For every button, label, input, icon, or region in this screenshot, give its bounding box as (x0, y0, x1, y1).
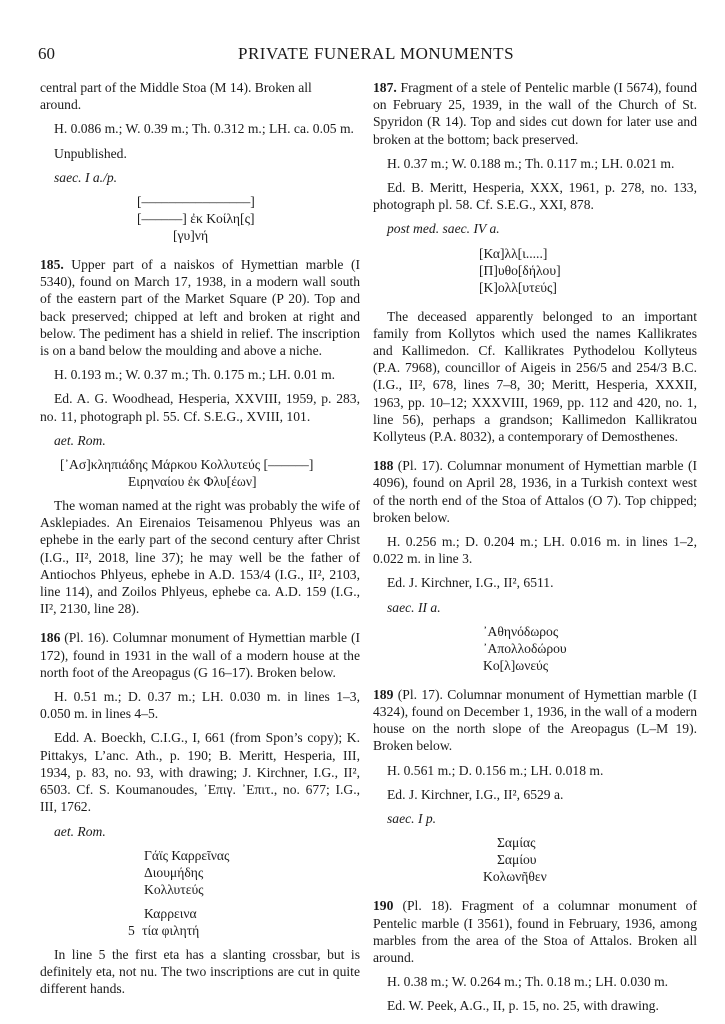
intro-line-1: central part of the Middle Stoa (M 14). Broken all (40, 80, 312, 95)
edition: Ed. J. Kirchner, I.G., II², 6511. (387, 575, 554, 591)
inscription-line: Κο[λ]ωνεύς (483, 657, 549, 673)
entry-number: 185. (40, 257, 64, 273)
intro-line-2: around. (40, 97, 82, 113)
commentary: In line 5 the first eta has a slanting crossbar, but is definitely eta, not nu. The two inscriptions are cut in quite different hands. (40, 946, 360, 997)
dimensions: H. 0.086 m.; W. 0.39 m.; Th. 0.312 m.; LH. ca. 0.05 m. (54, 121, 354, 137)
page-number: 60 (38, 44, 55, 63)
entry-description: (Pl. 17). Columnar monument of Hymettian marble (I 4324), found on December 1, 1936, in the wall of a modern house on the north slope of the Areopagus (L–M 19). Broken below. (373, 686, 697, 754)
entry-description: (Pl. 17). Columnar monument of Hymettian marble (I 4096), found on April 28, 1936, in a Turkish context west of the north end of the Stoa of Attalos (O 7). Top chipped; broken below. (373, 458, 697, 525)
edition: Ed. W. Peek, A.G., II, p. 15, no. 25, with drawing. (387, 998, 659, 1014)
inscription-line: ᾿Απολλοδώρου (483, 640, 567, 656)
right-column (373, 79, 697, 1015)
commentary: The woman named at the right was probably the wife of Asklepiades. An Eirenaios Teisamenou Phlyeus was an ephebe in the early part of the second century after Christ (I.G., II², 2018, line 37); he may well be the father of Antiochos Phlyeus, ephebe in A.D. 153/4 (I.G., II², 2103, line 114), and Zoilos Phlyeus, ephebe ca. A.D. 159 (I.G., II², 2130, line 28). (40, 498, 360, 617)
edition: Ed. B. Meritt, Hesperia, XXX, 1961, p. 278, no. 133, photograph pl. 58. Cf. S.E.G., XXI, 878. (373, 180, 697, 213)
dimensions: H. 0.561 m.; D. 0.156 m.; LH. 0.018 m. (387, 762, 604, 778)
entry-description: Upper part of a naiskos of Hymettian marble (I 5340), found on March 17, 1938, in a modern wall south of the eastern part of the Market Square (P 20). Top and back preserved; chipped at left and broken at right and below. The pediment has a shield in relief. The inscription is on a band below the moulding and above a niche. (40, 257, 360, 359)
inscription-line: Διουμήδης (144, 864, 204, 880)
inscription-line: [᾿Ασ]κληπιάδης Μάρκου Κολλυτεύς [––––––] (60, 457, 314, 473)
entry-number: 190 (373, 898, 394, 914)
inscription-line: Κολλυτεύς (144, 881, 204, 897)
inscription-line: [Π]υθο[δήλου] (479, 262, 561, 278)
edition: Ed. A. G. Woodhead, Hesperia, XXVIII, 1959, p. 283, no. 11, photograph pl. 55. Cf. S.E.G., XVIII, 101. (40, 391, 360, 424)
entry-description: (Pl. 18). Fragment of a columnar monument of Pentelic marble (I 3561), found in February, 1936, among marbles from the area of the Stoa of Attalos. Broken all around. (373, 898, 697, 965)
date-label: aet. Rom. (54, 823, 106, 839)
inscription-text: τία φιλητή (142, 922, 200, 938)
dimensions: H. 0.37 m.; W. 0.188 m.; Th. 0.117 m.; LH. 0.021 m. (387, 155, 675, 171)
date-label: post med. saec. IV a. (387, 221, 500, 237)
dimensions: H. 0.256 m.; D. 0.204 m.; LH. 0.016 m. in lines 1–2, 0.022 m. in line 3. (373, 534, 697, 567)
entry-185 (40, 256, 360, 359)
dimensions: H. 0.51 m.; D. 0.37 m.; LH. 0.030 m. in lines 1–3, 0.050 m. in lines 4–5. (40, 689, 360, 722)
inscription-line: [––––––] ἐκ Κοίλη[ς] (137, 211, 255, 227)
entry-description: Fragment of a stele of Pentelic marble (I 5674), found on February 25, 1939, in the wall of the Church of St. Spyridon (R 14). Top and sides cut down for later use and broken at the bottom; back preserved. (373, 80, 698, 147)
running-title: PRIVATE FUNERAL MONUMENTS (238, 44, 515, 63)
dimensions: H. 0.193 m.; W. 0.37 m.; Th. 0.175 m.; LH. 0.01 m. (54, 367, 336, 383)
publication-note: Unpublished. (54, 145, 127, 161)
inscription-line: [––––––––––––––––] (137, 194, 255, 210)
dimensions: H. 0.38 m.; W. 0.264 m.; Th. 0.18 m.; LH. 0.030 m. (387, 974, 669, 990)
commentary: The deceased apparently belonged to an important family from Kollytos which used the names Kallikrates and Kallimedon. Cf. Kallikrates Pythodelou Kollyteus (P.A. 7968), councillor of Aigeis in 256/5 and 254/3 B.C. (I.G., II², 678, lines 7–8, 30; Meritt, Hesperia, XXXII, 1963, pp. 10–12; XXXVIII, 1969, pp. 112 and 420, no. 1, line 56), perhaps a grandson; Kallimedon Kallikratou Kollyteus (P.A. 8032), a contemporary of Demosthenes. (373, 308, 697, 445)
line-number: 5 (128, 922, 135, 938)
inscription-line: [Κα]λλ[ι.....] (479, 245, 548, 261)
inscription-line: Κολωνῆθεν (483, 869, 547, 885)
inscription-line: Σαμίου (497, 852, 537, 868)
inscription-line (40, 922, 360, 939)
entry-190 (373, 897, 697, 966)
entry-189 (373, 686, 697, 755)
entry-186 (40, 629, 360, 681)
edition: Edd. A. Boeckh, C.I.G., I, 661 (from Spon’s copy); K. Pittakys, L’anc. Ath., p. 190; B. Meritt, Hesperia, III, 1934, p. 83, no. 93, with drawing; J. Kirchner, I.G., II², 6503. Cf. S. Koumanoudes, ᾿Επιγ. ᾿Επιτ., no. 677; I.G., III, 1762. (40, 730, 360, 815)
inscription-line: Γάϊς Καρρεῖνας (144, 847, 230, 863)
entry-187 (373, 79, 697, 148)
inscription-line: Καρρεινα (144, 905, 197, 921)
date-label: saec. I p. (387, 811, 437, 827)
date-label: saec. I a./p. (54, 169, 118, 185)
entry-number: 189 (373, 686, 394, 702)
entry-description: (Pl. 16). Columnar monument of Hymettian marble (I 172), found in 1931 in the wall of a modern house at the north foot of the Areopagus (G 16–17). Broken below. (40, 630, 360, 680)
entry-number: 186 (40, 630, 61, 646)
inscription-line: Ειρηναίου ἐκ Φλυ[έων] (128, 474, 257, 490)
entry-number: 188 (373, 458, 394, 474)
inscription-line: [Κ]ολλ[υτεύς] (479, 279, 557, 295)
edition: Ed. J. Kirchner, I.G., II², 6529 a. (387, 786, 564, 802)
date-label: saec. II a. (387, 599, 441, 615)
entry-number: 187. (373, 80, 397, 95)
entry-188 (373, 457, 697, 526)
left-column (40, 79, 360, 997)
date-label: aet. Rom. (54, 432, 106, 448)
inscription-line: Σαμίας (497, 835, 536, 851)
inscription-line: ᾿Αθηνόδωρος (483, 623, 559, 639)
inscription-line: [γυ]νή (173, 228, 209, 244)
